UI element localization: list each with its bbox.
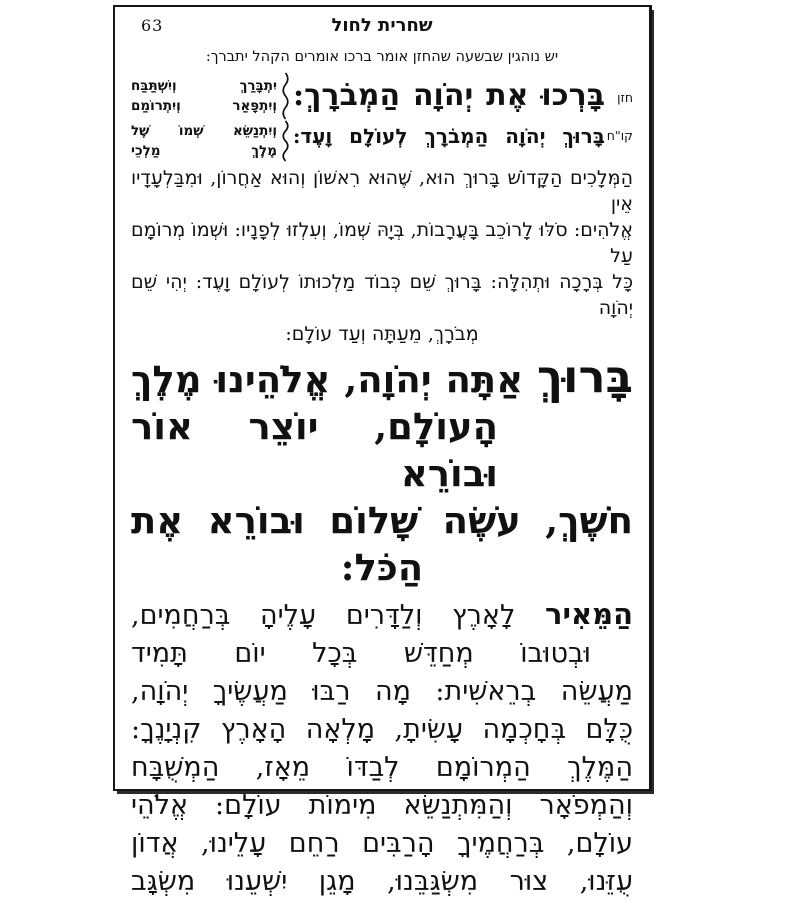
hameir-paragraph-line: עֻזֵּנוּ, צוּר מִשְׂגַּבֵּנוּ, מָגֵן יִשְׁעֵנוּ מִשְׂגָּב [131, 866, 633, 897]
margin-note-line: וְיִתְפָּאַר וְיִתְרוֹמַם [131, 98, 277, 114]
hameir-paragraph-line: הַמֶּלֶךְ הַמְרוֹמָם לְבַדּוֹ מֵאָז, הַמְשֻׁבָּח [131, 752, 633, 783]
hameir-paragraph-line: וּבְטוּבוֹ מְחַדֵּשׁ בְּכָל יוֹם תָּמִיד [131, 638, 591, 669]
brace-icon [281, 73, 290, 119]
congregation-response-line: בָּרוּךְ יְהֹוָה הַמְבֹרָךְ לְעוֹלָם וָעֶד: [293, 124, 605, 148]
page-header [131, 15, 633, 39]
barchu-section [131, 73, 633, 161]
yotzer-blessing-line: הָעוֹלָם, יוֹצֵר אוֹר וּבוֹרֵא [131, 404, 498, 495]
kings-paragraph-line: הַמְּלָכִים הַקָּדוֹשׁ בָּרוּךְ הוּא, שֶׁהוּא רִאשׁוֹן וְהוּא אַחֲרוֹן, וּמִבַּלְעָדָיו אֵין [131, 167, 633, 215]
kings-paragraph-line: מְבֹרָךְ, מֵעַתָּה וְעַד עוֹלָם: [285, 323, 479, 345]
hameir-paragraph [131, 595, 633, 901]
hameir-paragraph-line: עוֹלָם, בְּרַחֲמֶיךָ הָרַבִּים רַחֵם עָלֵינוּ, אֲדוֹן [131, 828, 633, 859]
kings-paragraph [131, 165, 633, 347]
chazan-call-line: בָּרְכוּ אֶת יְהֹוָה הַמְבֹרָךְ: [293, 78, 605, 113]
margin-note [131, 121, 277, 161]
kings-paragraph-line: אֱלֹהִים: סֹלּוּ לָרוֹכֵב בָּעֲרָבוֹת, בְּיָהּ שְׁמוֹ, וְעִלְזוּ לְפָנָיו: וּשְׁמוֹ מְרוֹמָם עַל [131, 219, 633, 267]
page-number: 63 [141, 16, 164, 35]
yotzer-blessing-line: חֹשֶׁךְ, עֹשֶׂה שָׁלוֹם וּבוֹרֵא אֶת [131, 498, 633, 542]
hameir-opening-word: הַמֵּאִיר [544, 597, 634, 631]
hameir-paragraph-line: מַעֲשֵׂה בְרֵאשִׁית: מָה רַבּוּ מַעֲשֶׂיךָ יְהֹוָה, [131, 676, 633, 707]
margin-note [131, 76, 277, 116]
blessing-opening-word: בָּרוּךְ [537, 350, 633, 403]
hameir-paragraph-line: כֻּלָּם בְּחָכְמָה עָשִׂיתָ, מָלְאָה הָאָרֶץ קִנְיָנֶךָ: [131, 714, 633, 745]
instruction-line: יש נוהגין שבשעה שהחזן אומר ברכו אומרים הקהל יתברך: [205, 49, 559, 65]
hameir-paragraph-line: וְהַמְפֹאָר וְהַמִּתְנַשֵּׂא מִימוֹת עוֹלָם: אֱלֹהֵי [131, 790, 633, 821]
page-frame [113, 5, 652, 897]
congregation-label: קו"ח [606, 128, 633, 143]
margin-note-line: וְיִתְנַשֵּׂא שְׁמוֹ שֶׁל [131, 123, 277, 139]
hameir-line-rest: לָאָרֶץ וְלַדָּרִים עָלֶיהָ בְּרַחֲמִים, [131, 600, 516, 631]
yotzer-blessing-line: הַכֹּל: [340, 545, 424, 589]
margin-note-line: יִתְבָּרַךְ וְיִשְׁתַּבַּח [131, 78, 277, 94]
hameir-paragraph-line [131, 595, 633, 635]
blessing-line-rest: אַתָּה יְהֹוָה, אֱלֹהֵינוּ מֶלֶךְ [131, 357, 524, 401]
chazan-label: חזן [617, 89, 633, 105]
kings-paragraph-line: כָּל בְּרָכָה וּתְהִלָּה: בָּרוּךְ שֵׁם כְּבוֹד מַלְכוּתוֹ לְעוֹלָם וָעֶד: יְהִי שֵׁם יְהֹוָה [131, 271, 633, 319]
yotzer-blessing [131, 350, 633, 591]
margin-note-line: מֶלֶךְ מַלְכֵי [131, 143, 277, 159]
yotzer-blessing-line [131, 350, 633, 403]
chazan-row [131, 73, 633, 119]
page-title: שחרית לחול [331, 15, 433, 36]
congregation-row [131, 121, 633, 161]
brace-icon [281, 121, 290, 161]
